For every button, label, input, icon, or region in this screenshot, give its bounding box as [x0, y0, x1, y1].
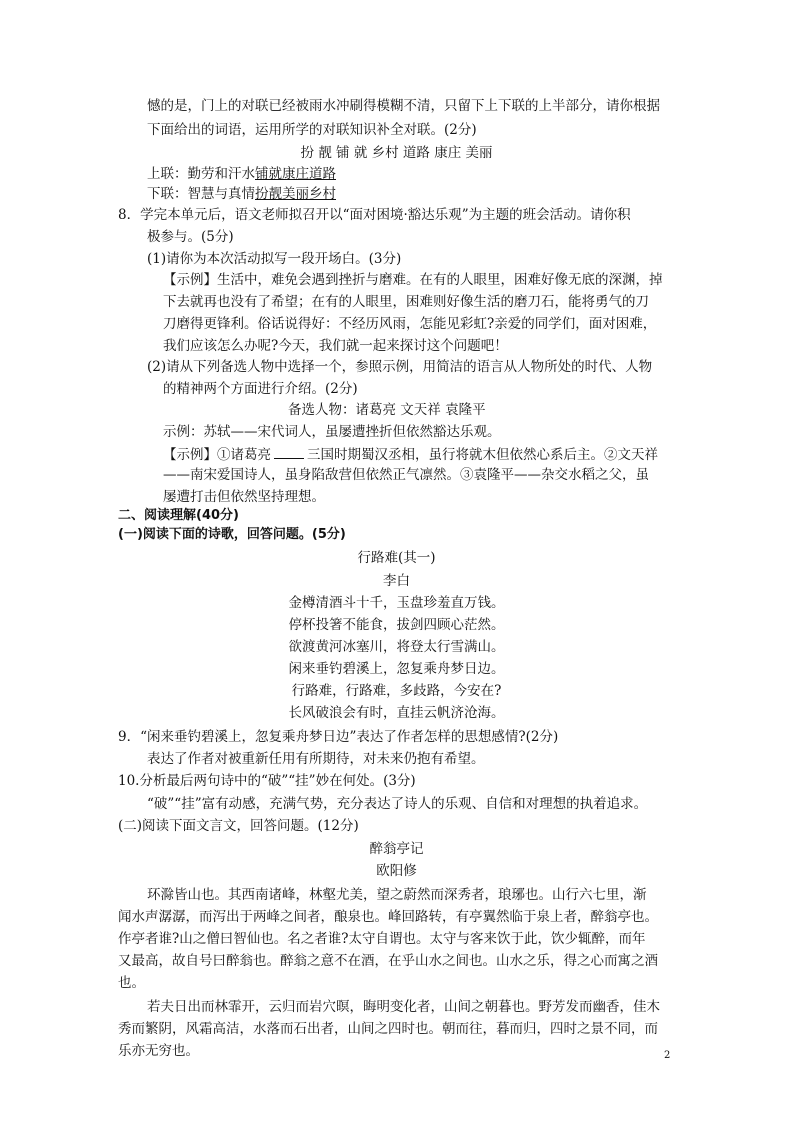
q8-answer-2: ——南宋爱国诗人，虽身陷敌营但依然正气凛然。③袁隆平——杂交水稻之父，虽: [163, 467, 649, 483]
poem-line: 长风破浪会有时，直挂云帆济沧海。: [288, 705, 505, 721]
q9-answer: 表达了作者对被重新任用有所期待，对未来仍抱有希望。: [147, 751, 485, 767]
q8-sample: 示例：苏轼——宋代词人，虽屡遭挫折但依然豁达乐观。: [163, 424, 501, 440]
q7-line-1: 憾的是，门上的对联已经被雨水冲刷得模糊不清，只留下上下联的上半部分，请你根据: [147, 98, 660, 114]
q8-example-3: 刀磨得更锋利。俗话说得好：不经历风雨，怎能见彩虹?亲爱的同学们，面对困难，: [163, 316, 657, 332]
essay-paragraph-1-line: 也。: [118, 975, 145, 991]
q8-line-1: 8．学完本单元后，语文老师拟召开以“面对困境·豁达乐观”为主题的班会活动。请你积: [118, 207, 631, 223]
q8-part-2-line-2: 的精神两个方面进行介绍。(2分): [163, 381, 358, 397]
part-1-heading: (一)阅读下面的诗歌，回答问题。(5分): [118, 527, 346, 542]
q10-question: 10.分析最后两句诗中的“破”“挂”妙在何处。(3分): [118, 773, 416, 789]
answer-blank: [274, 444, 304, 459]
essay-title: 醉翁亭记: [369, 841, 424, 857]
q8-example-1: 【示例】生活中，难免会遇到挫折与磨难。在有的人眼里，困难好像无底的深渊，掉: [163, 272, 663, 288]
section-2-title: 二、阅读理解(40分): [118, 508, 239, 523]
essay-paragraph-1-line: 闻水声潺潺，而泻出于两峰之间者，酿泉也。峰回路转，有亭翼然临于泉上者，醉翁亭也。: [118, 909, 658, 925]
couplet-lower-answer: 扮靓美丽乡村: [255, 186, 336, 202]
q10-answer: “破”“挂”富有动感，充满气势，充分表达了诗人的乐观、自信和对理想的执着追求。: [147, 796, 648, 812]
poem-line: 金樽清酒斗十千，玉盘珍羞直万钱。: [288, 595, 505, 611]
essay-paragraph-2-line: 乐亦无穷也。: [118, 1043, 199, 1059]
q8-answer-1-pre: 【示例】①诸葛亮: [163, 447, 271, 463]
couplet-lower-prefix: 下联：智慧与真情: [147, 186, 255, 202]
poem-line: 行路难，行路难，多歧路，今安在?: [291, 683, 502, 699]
essay-paragraph-1-line: 又最高，故自号曰醉翁也。醉翁之意不在酒，在乎山水之间也。山水之乐，得之心而寓之酒: [118, 953, 658, 969]
q8-answer-3: 屡遭打击但依然坚持理想。: [163, 489, 325, 505]
part-2-heading: (二)阅读下面文言文，回答问题。(12分): [118, 818, 359, 834]
q7-line-2: 下面给出的词语，运用所学的对联知识补全对联。(2分): [147, 122, 477, 138]
essay-author: 欧阳修: [376, 863, 417, 879]
essay-paragraph-1-line: 环滁皆山也。其西南诸峰，林壑尤美，望之蔚然而深秀者，琅琊也。山行六七里，渐: [147, 887, 647, 903]
q8-example-4: 我们应该怎么办呢?今天，我们就一起来探讨这个问题吧！: [163, 338, 508, 354]
essay-paragraph-1-line: 作亭者谁?山之僧曰智仙也。名之者谁?太守自谓也。太守与客来饮于此，饮少辄醉，而年: [118, 931, 646, 947]
poem-title: 行路难(其一): [357, 550, 436, 566]
poem-line: 欲渡黄河冰塞川，将登太行雪满山。: [288, 639, 505, 655]
essay-paragraph-2-line: 秀而繁阴，风霜高洁，水落而石出者，山间之四时也。朝而往，暮而归，四时之景不同，而: [118, 1021, 658, 1037]
couplet-lower: [147, 184, 336, 204]
poem-author: 李白: [383, 573, 410, 589]
q8-candidates: 备选人物：诸葛亮 文天祥 袁隆平: [288, 402, 486, 418]
essay-paragraph-2-line: 若夫日出而林霏开，云归而岩穴暝，晦明变化者，山间之朝暮也。野芳发而幽香，佳木: [147, 999, 660, 1015]
q8-example-2: 下去就再也没有了希望；在有的人眼里，困难则好像生活的磨刀石，能将勇气的刀: [163, 294, 649, 310]
q8-answer-1-post: 三国时期蜀汉丞相，虽行将就木但依然心系后主。②文天祥: [307, 447, 658, 463]
q8-answer-1: [163, 444, 658, 465]
poem-line: 闲来垂钓碧溪上，忽复乘舟梦日边。: [288, 661, 505, 677]
poem-line: 停杯投箸不能食，拔剑四顾心茫然。: [288, 617, 505, 633]
q7-word-bank: 扮 靓 铺 就 乡村 道路 康庄 美丽: [300, 145, 493, 161]
couplet-upper-prefix: 上联：勤劳和汗水: [147, 166, 255, 182]
q8-part-2-line-1: (2)请从下列备选人物中选择一个，参照示例，用简洁的语言从人物所处的时代、人物: [147, 359, 653, 375]
page-number: 2: [664, 1050, 671, 1061]
q8-part-1: (1)请你为本次活动拟写一段开场白。(3分): [147, 251, 402, 267]
q8-line-2: 极参与。(5分): [147, 229, 234, 245]
couplet-upper-answer: 铺就康庄道路: [255, 166, 336, 182]
q9-question: 9．“闲来垂钓碧溪上，忽复乘舟梦日边”表达了作者怎样的思想感情?(2分): [118, 729, 559, 745]
couplet-upper: [147, 164, 336, 184]
